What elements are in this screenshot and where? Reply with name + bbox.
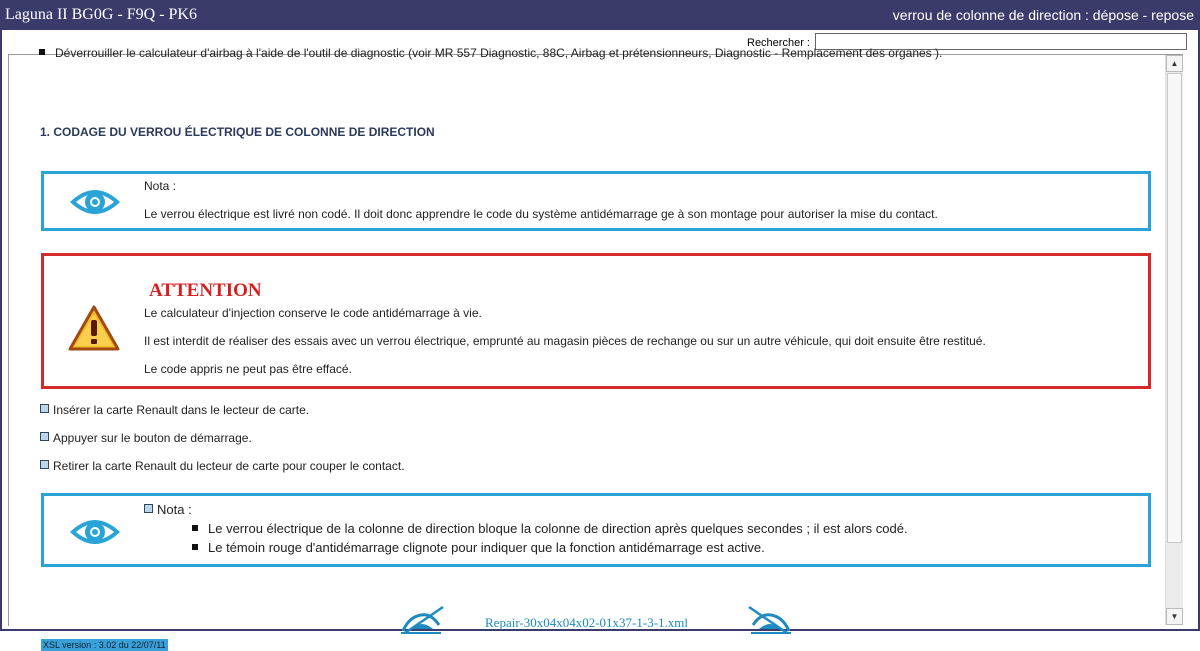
bullet-icon [192,544,198,550]
nota-title: Nota : [144,502,192,517]
step-item: Retirer la carte Renault du lecteur de carte pour couper le contact. [40,459,405,473]
nota-bullet: Le témoin rouge d'antidémarrage clignote pour indiquer que la fonction antidémarrage est active. [192,540,765,555]
app-title: Laguna II BG0G - F9Q - PK6 [5,6,197,23]
nota-bullet: Le verrou électrique de la colonne de direction bloque la colonne de direction après quelques secondes ; il est alors codé. [192,521,908,536]
attention-line: Il est interdit de réaliser des essais avec un verrou électrique, emprunté au magasin pièces de rechange ou sur un autre véhicule, qui doit ensuite être restitué. [144,334,986,348]
checkbox-square-icon [40,460,49,469]
document-content [8,46,1183,650]
title-bar [0,0,1200,30]
nota-title: Nota : [144,179,177,193]
search-label: Rechercher : [747,37,810,49]
eye-icon [68,514,122,550]
eye-icon [68,184,122,220]
attention-box [41,253,1151,389]
xsl-version: XSL version : 3.02 du 22/07/11 [43,640,166,650]
scroll-thumb[interactable] [1167,73,1182,543]
checkbox-square-icon [40,404,49,413]
main-frame [0,30,1200,650]
nota-box [41,493,1151,567]
nota-text: Le verrou électrique est livré non codé. Il doit donc apprendre le code du système antidémarrage ge à son montage pour autoriser la mise du contact. [144,207,938,221]
scroll-up-icon[interactable]: ▲ [1166,55,1183,72]
warning-icon [68,304,120,352]
scroll-down-icon[interactable]: ▼ [1166,608,1183,625]
checkbox-square-icon [144,504,153,513]
step-item: Insérer la carte Renault dans le lecteur de carte. [40,403,309,417]
nota-box [41,171,1151,231]
attention-line: Le code appris ne peut pas être effacé. [144,362,352,376]
checkbox-square-icon [40,432,49,441]
bullet-icon [39,49,45,55]
bullet-icon [192,525,198,531]
attention-title: ATTENTION [149,280,262,301]
next-page-icon[interactable] [747,603,793,635]
document-file-link[interactable]: Repair-30x04x04x02-01x37-1-3-1.xml [485,615,689,630]
topic-title: verrou de colonne de direction : dépose - repose [892,7,1194,23]
previous-page-icon[interactable] [399,603,445,635]
step-item: Appuyer sur le bouton de démarrage. [40,431,252,445]
cut-off-line: Déverrouiller le calculateur d'airbag à l'aide de l'outil de diagnostic (voir MR 557 Diagnostic, 88C, Airbag et prétensionneurs, Diagnostic - Remplacement des organes ). [39,46,942,60]
attention-line: Le calculateur d'injection conserve le code antidémarrage à vie. [144,306,482,320]
vertical-scrollbar[interactable] [1165,55,1183,625]
section-heading: 1. CODAGE DU VERROU ÉLECTRIQUE DE COLONNE DE DIRECTION [40,125,435,139]
